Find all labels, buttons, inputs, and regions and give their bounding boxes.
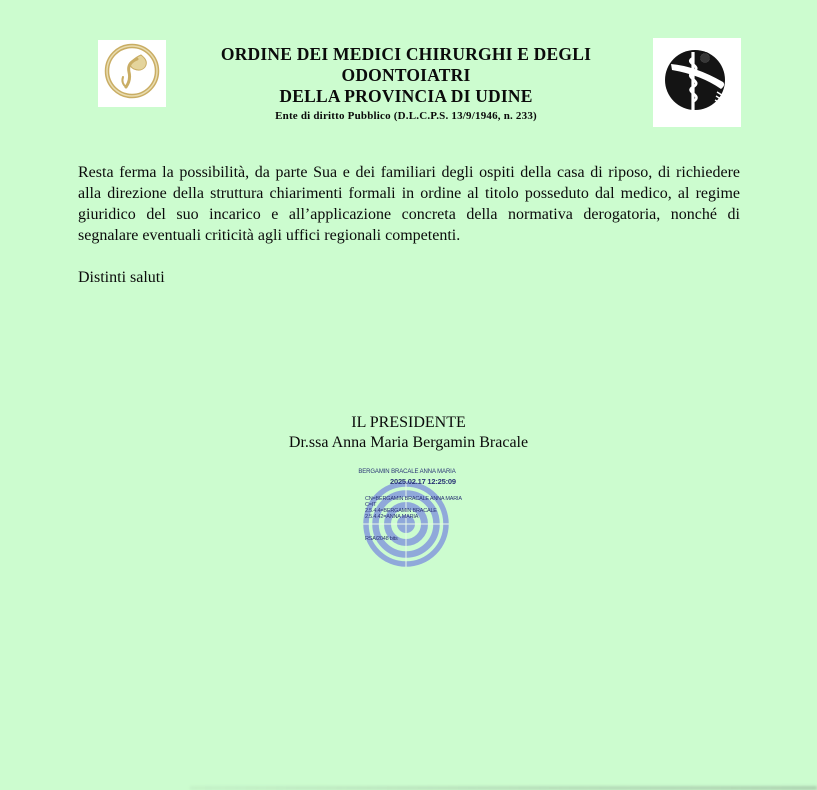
signature-block: [0, 413, 817, 453]
stamp-certificate-details: [365, 496, 462, 520]
stamp-algorithm: RSA/2048 bits: [365, 536, 398, 542]
paragraph-line: giuridico del suo incarico e all’applicazione concreta della normativa derogatoria, nonché di: [78, 206, 740, 223]
closing-salutation: Distinti saluti: [78, 269, 165, 286]
digital-signature-stamp: [352, 466, 462, 570]
paragraph-line: segnalare eventuali criticità agli uffici regionali competenti.: [78, 227, 461, 244]
bottom-edge-smudge: [190, 786, 817, 790]
letterhead-subtitle: Ente di diritto Pubblico (D.L.C.P.S. 13/9/1946, n. 233): [275, 110, 537, 122]
stamp-datetime: 2025.02.17 12:25:09: [390, 477, 456, 486]
paragraph-line: Resta ferma la possibilità, da parte Sua e dei familiari degli ospiti della casa di riposo, di richiedere: [78, 164, 740, 181]
stamp-holder-name: BERGAMIN BRACALE ANNA MARIA: [358, 469, 456, 475]
letterhead: [156, 44, 656, 124]
signer-name: Dr.ssa Anna Maria Bergamin Bracale: [288, 434, 529, 451]
signer-role: IL PRESIDENTE: [351, 414, 466, 431]
ordine-udine-gold-emblem-icon: [101, 41, 163, 107]
cert-line: 2.5.4.42=ANNA MARIA: [365, 514, 419, 520]
rod-of-asclepius-icon: [657, 40, 737, 126]
cert-line: CN=BERGAMIN BRACALE ANNA MARIA: [365, 496, 462, 502]
letter-body: [78, 162, 740, 288]
cert-line: C=IT: [365, 502, 377, 508]
cert-line: 2.5.4.4=BERGAMIN BRACALE: [365, 508, 437, 514]
letterhead-title-line2: DELLA PROVINCIA DI UDINE: [279, 86, 533, 106]
right-logo: [653, 38, 741, 127]
letterhead-title-line1: ORDINE DEI MEDICI CHIRURGHI E DEGLI ODONTOIATRI: [220, 44, 592, 85]
paragraph-line: alla direzione della struttura chiarimenti formali in ordine al titolo posseduto dal medico, al regime: [78, 185, 740, 202]
